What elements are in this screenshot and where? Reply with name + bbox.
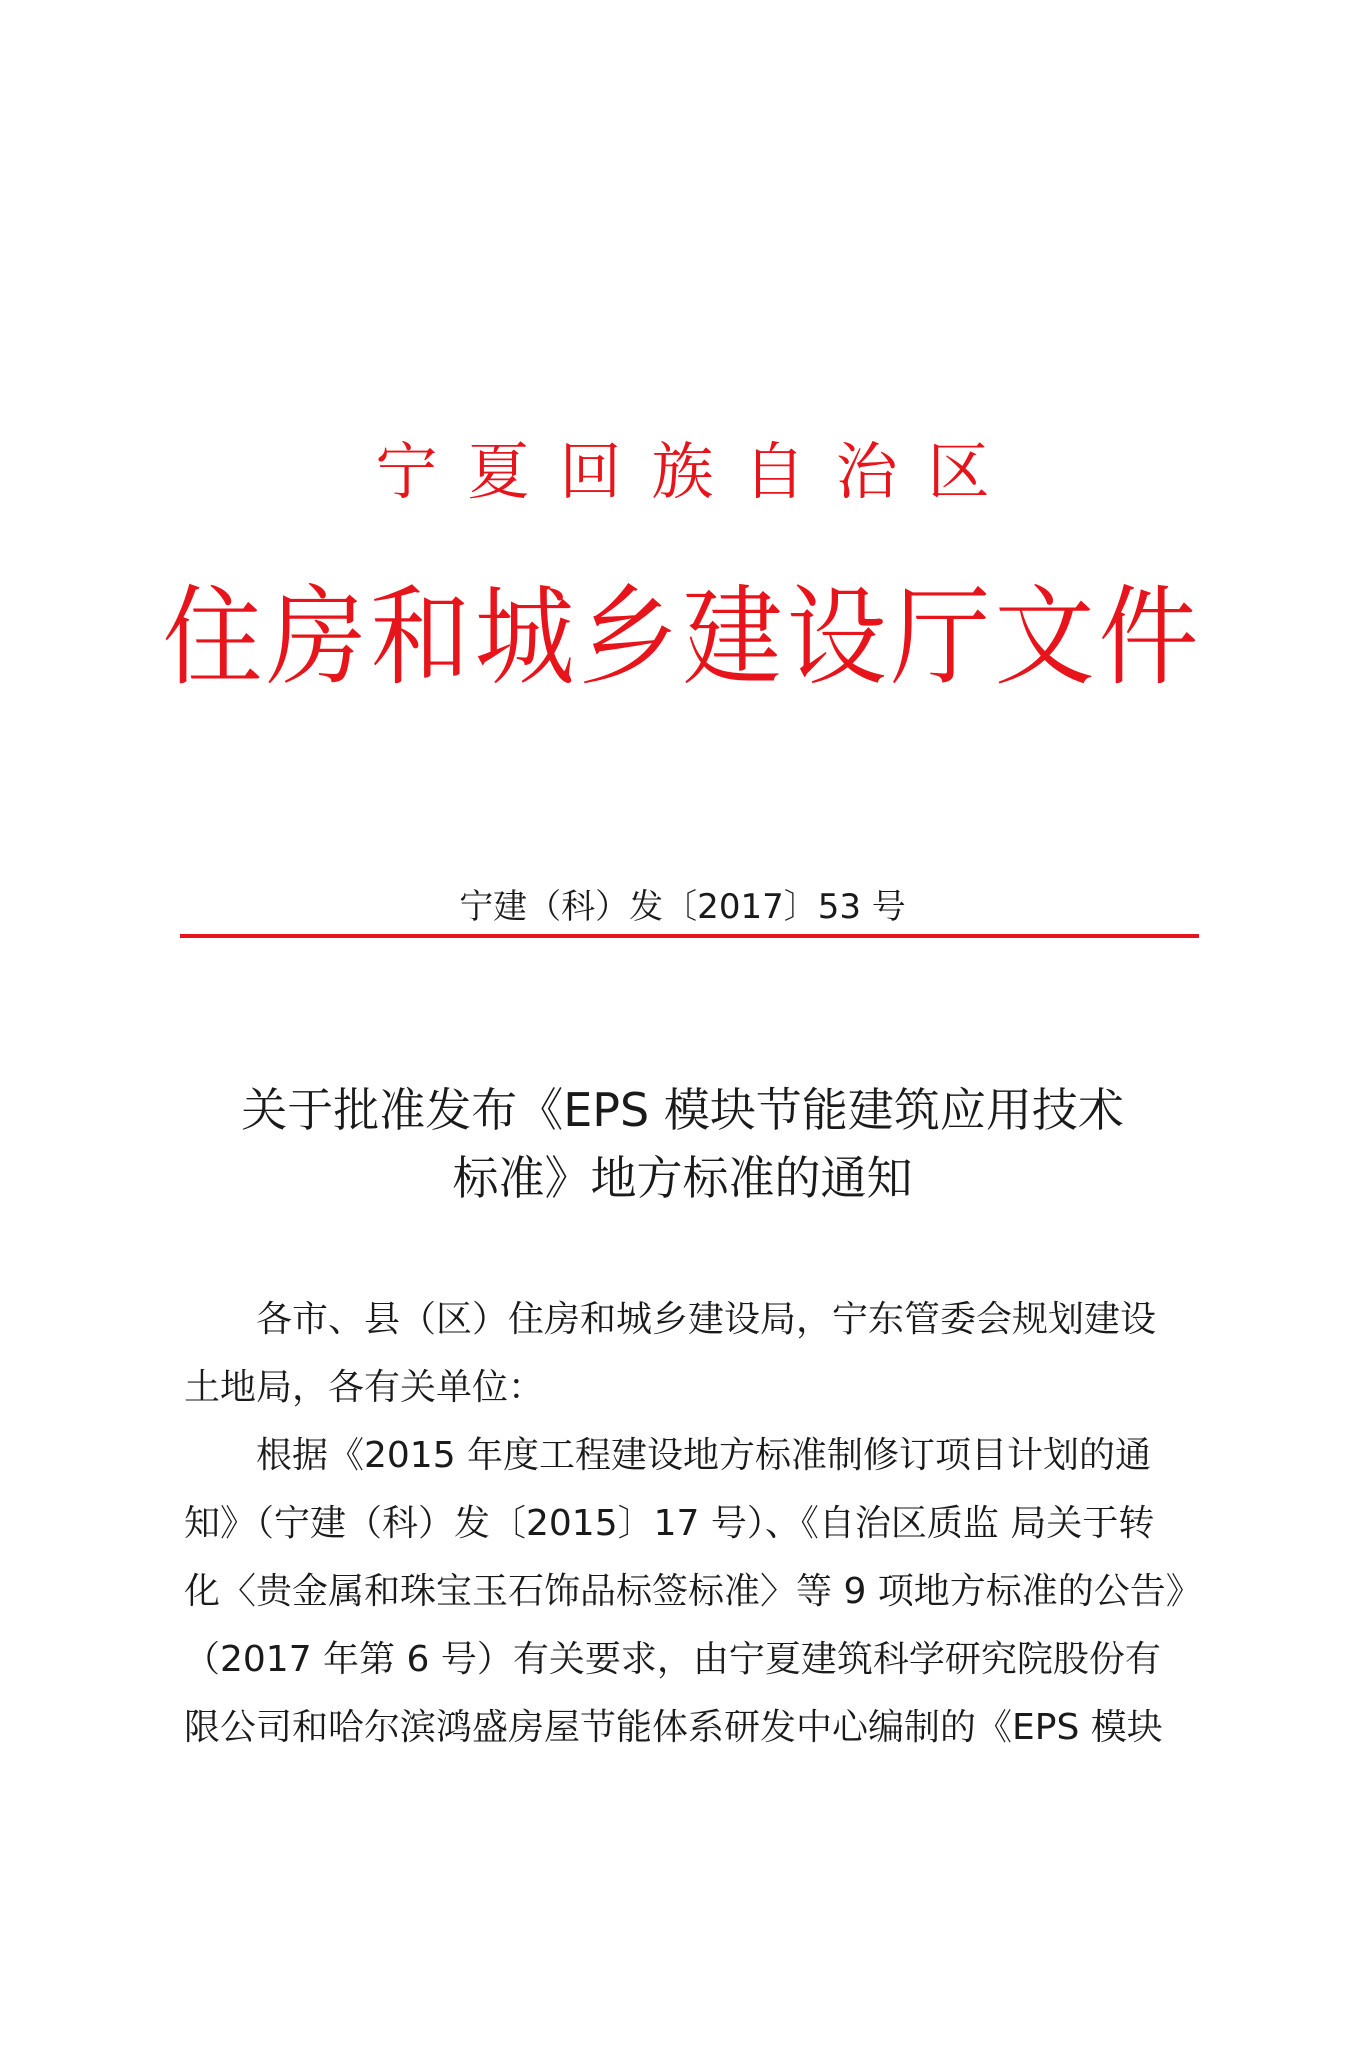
- salutation-line-2: 土地局，各有关单位：: [184, 1367, 545, 1408]
- document-title: [140, 1076, 1225, 1212]
- issuing-authority-line1: 宁夏回族自治区: [375, 435, 1020, 508]
- body-line-2: 知》（宁建（科）发〔2015〕17 号）、《自治区质监 局关于转: [184, 1503, 1155, 1544]
- issuing-authority-line2: 住房和城乡建设厅文件: [162, 574, 1203, 701]
- salutation-paragraph: [184, 1286, 1184, 1422]
- body-paragraph: [184, 1422, 1202, 1762]
- body-line-4: （2017 年第 6 号）有关要求，由宁夏建筑科学研究院股份有: [184, 1639, 1161, 1680]
- salutation-line-1: 各市、县（区）住房和城乡建设局，宁东管委会规划建设: [256, 1299, 1157, 1340]
- document-number: 宁建（科）发〔2017〕53 号: [459, 887, 906, 927]
- body-line-1: 根据《2015 年度工程建设地方标准制修订项目计划的通: [256, 1435, 1152, 1476]
- title-line-2: 标准》地方标准的通知: [452, 1151, 913, 1205]
- red-separator-rule: [180, 934, 1199, 938]
- body-line-5: 限公司和哈尔滨鸿盛房屋节能体系研发中心编制的《EPS 模块: [184, 1707, 1163, 1748]
- body-line-3: 化〈贵金属和珠宝玉石饰品标签标准〉等 9 项地方标准的公告》: [184, 1571, 1202, 1612]
- title-line-1: 关于批准发布《EPS 模块节能建筑应用技术: [241, 1083, 1124, 1137]
